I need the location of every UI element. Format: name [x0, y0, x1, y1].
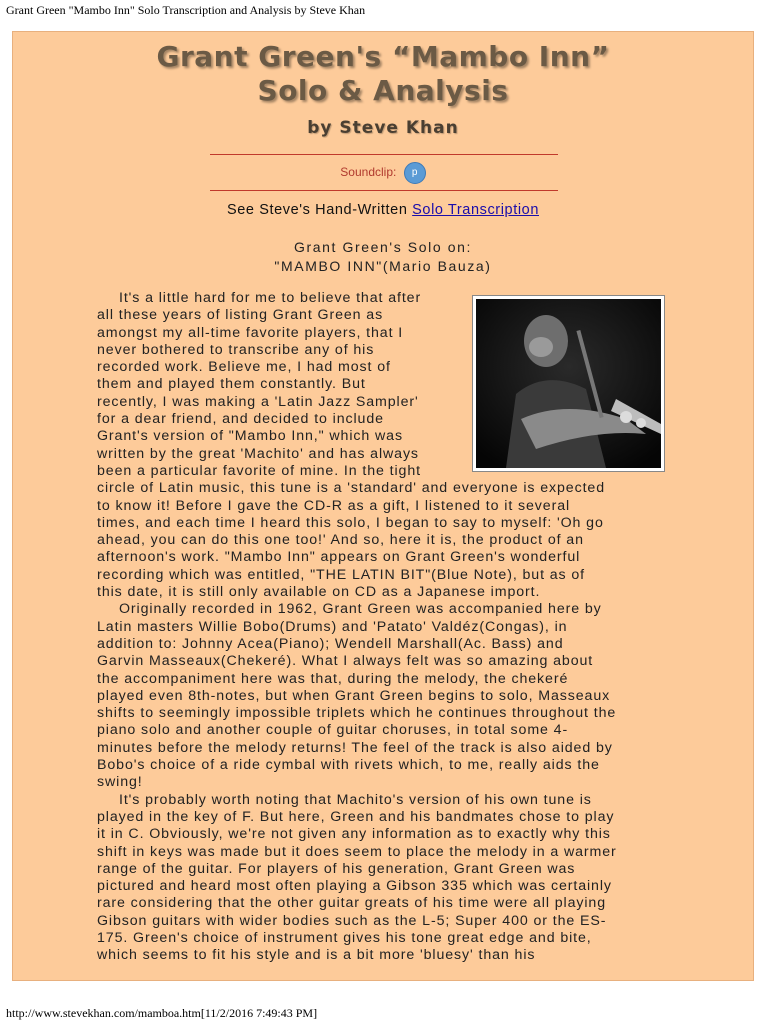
soundclip-row — [13, 162, 753, 184]
body-line: piano solo and another couple of guitar choruses, in total some 4- — [97, 722, 569, 739]
body-line: shift in keys was made but it does seem to place the melody in a warmer — [97, 843, 617, 860]
body-line: swing! — [97, 774, 143, 791]
body-line: addition to: Johnny Acea(Piano); Wendell Marshall(Ac. Bass) and — [97, 635, 564, 652]
body-line: ahead, you can do this one too!' And so, here it is, the product of an — [97, 532, 584, 549]
divider-bottom — [210, 190, 558, 191]
body-line: afternoon's work. "Mambo Inn" appears on Grant Green's wonderful — [97, 549, 581, 566]
body-line: pictured and heard most often playing a Gibson 335 which was certainly — [97, 878, 612, 895]
body-line: them and played them constantly. But — [97, 376, 366, 393]
body-line: Grant's version of "Mambo Inn," which was — [97, 428, 403, 445]
body-line: rare considering that the other guitar greats of his time were all playing — [97, 895, 607, 912]
body-line: played in the key of F. But here, Green and his bandmates chose to play — [97, 808, 615, 825]
soundclip-label: Soundclip: — [340, 165, 397, 180]
body-line: times, and each time I heard this solo, I began to say to myself: 'Oh go — [97, 514, 604, 531]
body-line: It's a little hard for me to believe that after — [119, 290, 422, 306]
solo-transcription-link[interactable]: Solo Transcription — [412, 202, 539, 218]
article-panel — [12, 31, 754, 981]
browser-footer-url: http://www.stevekhan.com/mamboa.htm[11/2/2016 7:49:43 PM] — [6, 1006, 318, 1020]
body-line: Garvin Masseaux(Chekeré). What I always felt was so amazing about — [97, 653, 594, 670]
body-line: Bobo's choice of a ride cymbal with rivets which, to me, really aids the — [97, 757, 600, 774]
body-line: for a dear friend, and decided to include — [97, 411, 384, 428]
body-line: minutes before the melody returns! The feel of the track is also aided by — [97, 739, 613, 756]
transcription-line — [13, 202, 753, 218]
body-line: Originally recorded in 1962, Grant Green was accompanied here by — [119, 601, 602, 618]
page-title-line1: Grant Green's “Mambo Inn” — [156, 40, 610, 73]
body-line: recently, I was making a 'Latin Jazz Sampler' — [97, 393, 419, 410]
body-line: range of the guitar. For players of his generation, Grant Green was — [97, 860, 576, 877]
body-line: to know it! Before I gave the CD-R as a gift, I listened to it several — [97, 497, 571, 514]
divider-top — [210, 154, 558, 155]
body-line: it in C. Obviously, we're not given any information as to exactly why this — [97, 826, 611, 843]
browser-header-title: Grant Green "Mambo Inn" Solo Transcription and Analysis by Steve Khan — [6, 3, 366, 17]
body-line: which seems to fit his style and is a bit more 'bluesy' than his — [97, 947, 536, 964]
body-line: recorded work. Believe me, I had most of — [97, 359, 391, 376]
body-line: played even 8th-notes, but when Grant Green begins to solo, Masseaux — [97, 687, 611, 704]
body-line: circle of Latin music, this tune is a 'standard' and everyone is expected — [97, 480, 606, 497]
body-line: Gibson guitars with wider bodies such as the L-5; Super 400 or the ES- — [97, 912, 607, 929]
solo-heading-line2: "MAMBO INN"(Mario Bauza) — [274, 258, 492, 274]
body-line: It's probably worth noting that Machito's version of his own tune is — [119, 791, 592, 808]
page-title-line2: Solo & Analysis — [257, 74, 509, 107]
solo-heading-line1: Grant Green's Solo on: — [294, 239, 472, 255]
body-line: the accompaniment here was that, during the melody, the chekeré — [97, 670, 569, 687]
byline: by Steve Khan — [307, 118, 459, 138]
body-line: amongst my all-time favorite players, that I — [97, 324, 404, 341]
transcription-prefix: See Steve's Hand-Written — [227, 202, 413, 218]
article-body — [97, 290, 677, 965]
body-line: recording which was entitled, "THE LATIN BIT"(Blue Note), but as of — [97, 566, 586, 583]
body-line: never bothered to transcribe any of his — [97, 341, 375, 358]
body-line: all these years of listing Grant Green as — [97, 307, 384, 324]
play-button-icon[interactable]: p — [404, 162, 426, 184]
body-line: 175. Green's choice of instrument gives his tone great edge and bite, — [97, 929, 592, 946]
body-line: shifts to seemingly impossible triplets which he continues throughout the — [97, 705, 617, 722]
body-line: Latin masters Willie Bobo(Drums) and 'Patato' Valdéz(Congas), in — [97, 618, 568, 635]
body-line: this date, it is still only available on CD as a Japanese import. — [97, 584, 541, 601]
body-line: written by the great 'Machito' and has always — [97, 445, 419, 462]
body-line: been a particular favorite of mine. In the tight — [97, 462, 421, 479]
